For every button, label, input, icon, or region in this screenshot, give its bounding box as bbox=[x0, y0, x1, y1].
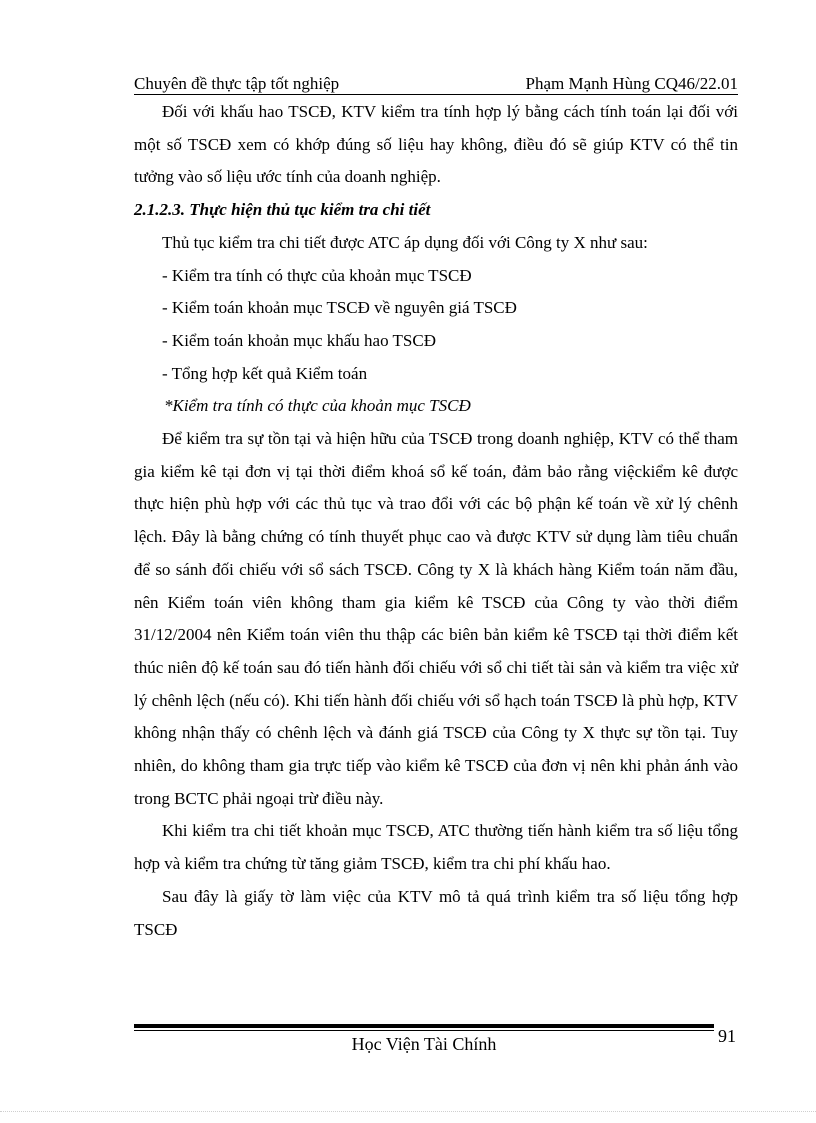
header-right-author: Phạm Mạnh Hùng CQ46/22.01 bbox=[525, 74, 738, 93]
section-heading: 2.1.2.3. Thực hiện thủ tục kiểm tra chi tiết bbox=[134, 200, 431, 220]
paragraph-working-papers: Sau đây là giấy tờ làm việc của KTV mô tả quá trình kiểm tra số liệu tổng hợp TSCĐ bbox=[134, 886, 738, 939]
footer-institution: Học Viện Tài Chính bbox=[351, 1034, 497, 1054]
paragraph-depreciation: Đối với khấu hao TSCĐ, KTV kiểm tra tính hợp lý bằng cách tính toán lại đối với một số TSCĐ xem có khớp đúng số liệu hay không, điều đó sẽ giúp KTV có thể tin tưởng vào số liệu ước tính của doanh nghiệp. bbox=[134, 102, 738, 187]
header-left-title: Chuyên đề thực tập tốt nghiệp bbox=[134, 74, 340, 93]
paragraph-detail-check: Khi kiểm tra chi tiết khoản mục TSCĐ, ATC thường tiến hành kiểm tra số liệu tổng hợp và kiểm tra chứng từ tăng giảm TSCĐ, kiểm tra chi phí khấu hao. bbox=[134, 821, 738, 874]
header-rule bbox=[134, 94, 738, 95]
document-body bbox=[134, 96, 738, 946]
page-edge-divider bbox=[0, 1111, 816, 1112]
list-item: - Kiểm tra tính có thực của khoản mục TSCĐ bbox=[162, 265, 472, 285]
subsection-heading: *Kiểm tra tính có thực của khoản mục TSCĐ bbox=[164, 396, 471, 416]
list-item: - Tổng hợp kết quả Kiểm toán bbox=[162, 363, 368, 383]
footer-rule-thick bbox=[134, 1024, 714, 1028]
page-number: 91 bbox=[718, 1026, 736, 1046]
list-item: - Kiểm toán khoản mục khấu hao TSCĐ bbox=[162, 330, 437, 350]
paragraph-existence-test: Để kiểm tra sự tồn tại và hiện hữu của TSCĐ trong doanh nghiệp, KTV có thể tham gia kiểm kê tại đơn vị tại thời điểm khoá sổ kế toán, đảm bảo rằng việckiểm kê được thực hiện phù hợp với các thủ tục và trao đổi với các bộ phận kế toán về xử lý chênh lệch. Đây là bằng chứng có tính thuyết phục cao và được KTV sử dụng làm tiêu chuẩn để so sánh đối chiếu với sổ sách TSCĐ. Công ty X là khách hàng Kiểm toán năm đầu, nên Kiểm toán viên không tham gia kiểm kê TSCĐ của Công ty vào thời điểm 31/12/2004 nên Kiểm toán viên thu thập các biên bản kiểm kê TSCĐ tại thời điểm kết thúc niên độ kế toán sau đó tiến hành đối chiếu với sổ chi tiết tài sản và kiểm tra việc xử lý chênh lệch (nếu có). Khi tiến hành đối chiếu với sổ hạch toán TSCĐ là phù hợp, KTV không nhận thấy có chênh lệch và đánh giá TSCĐ của Công ty X thực sự tồn tại. Tuy nhiên, do không tham gia trực tiếp vào kiểm kê TSCĐ của đơn vị nên khi phản ánh vào trong BCTC phải ngoại trừ điều này. bbox=[134, 429, 738, 808]
list-item: - Kiểm toán khoản mục TSCĐ về nguyên giá TSCĐ bbox=[162, 298, 517, 318]
footer-rule-thin bbox=[134, 1030, 714, 1031]
page-header bbox=[134, 68, 738, 94]
paragraph-intro: Thủ tục kiểm tra chi tiết được ATC áp dụng đối với Công ty X như sau: bbox=[162, 232, 648, 252]
